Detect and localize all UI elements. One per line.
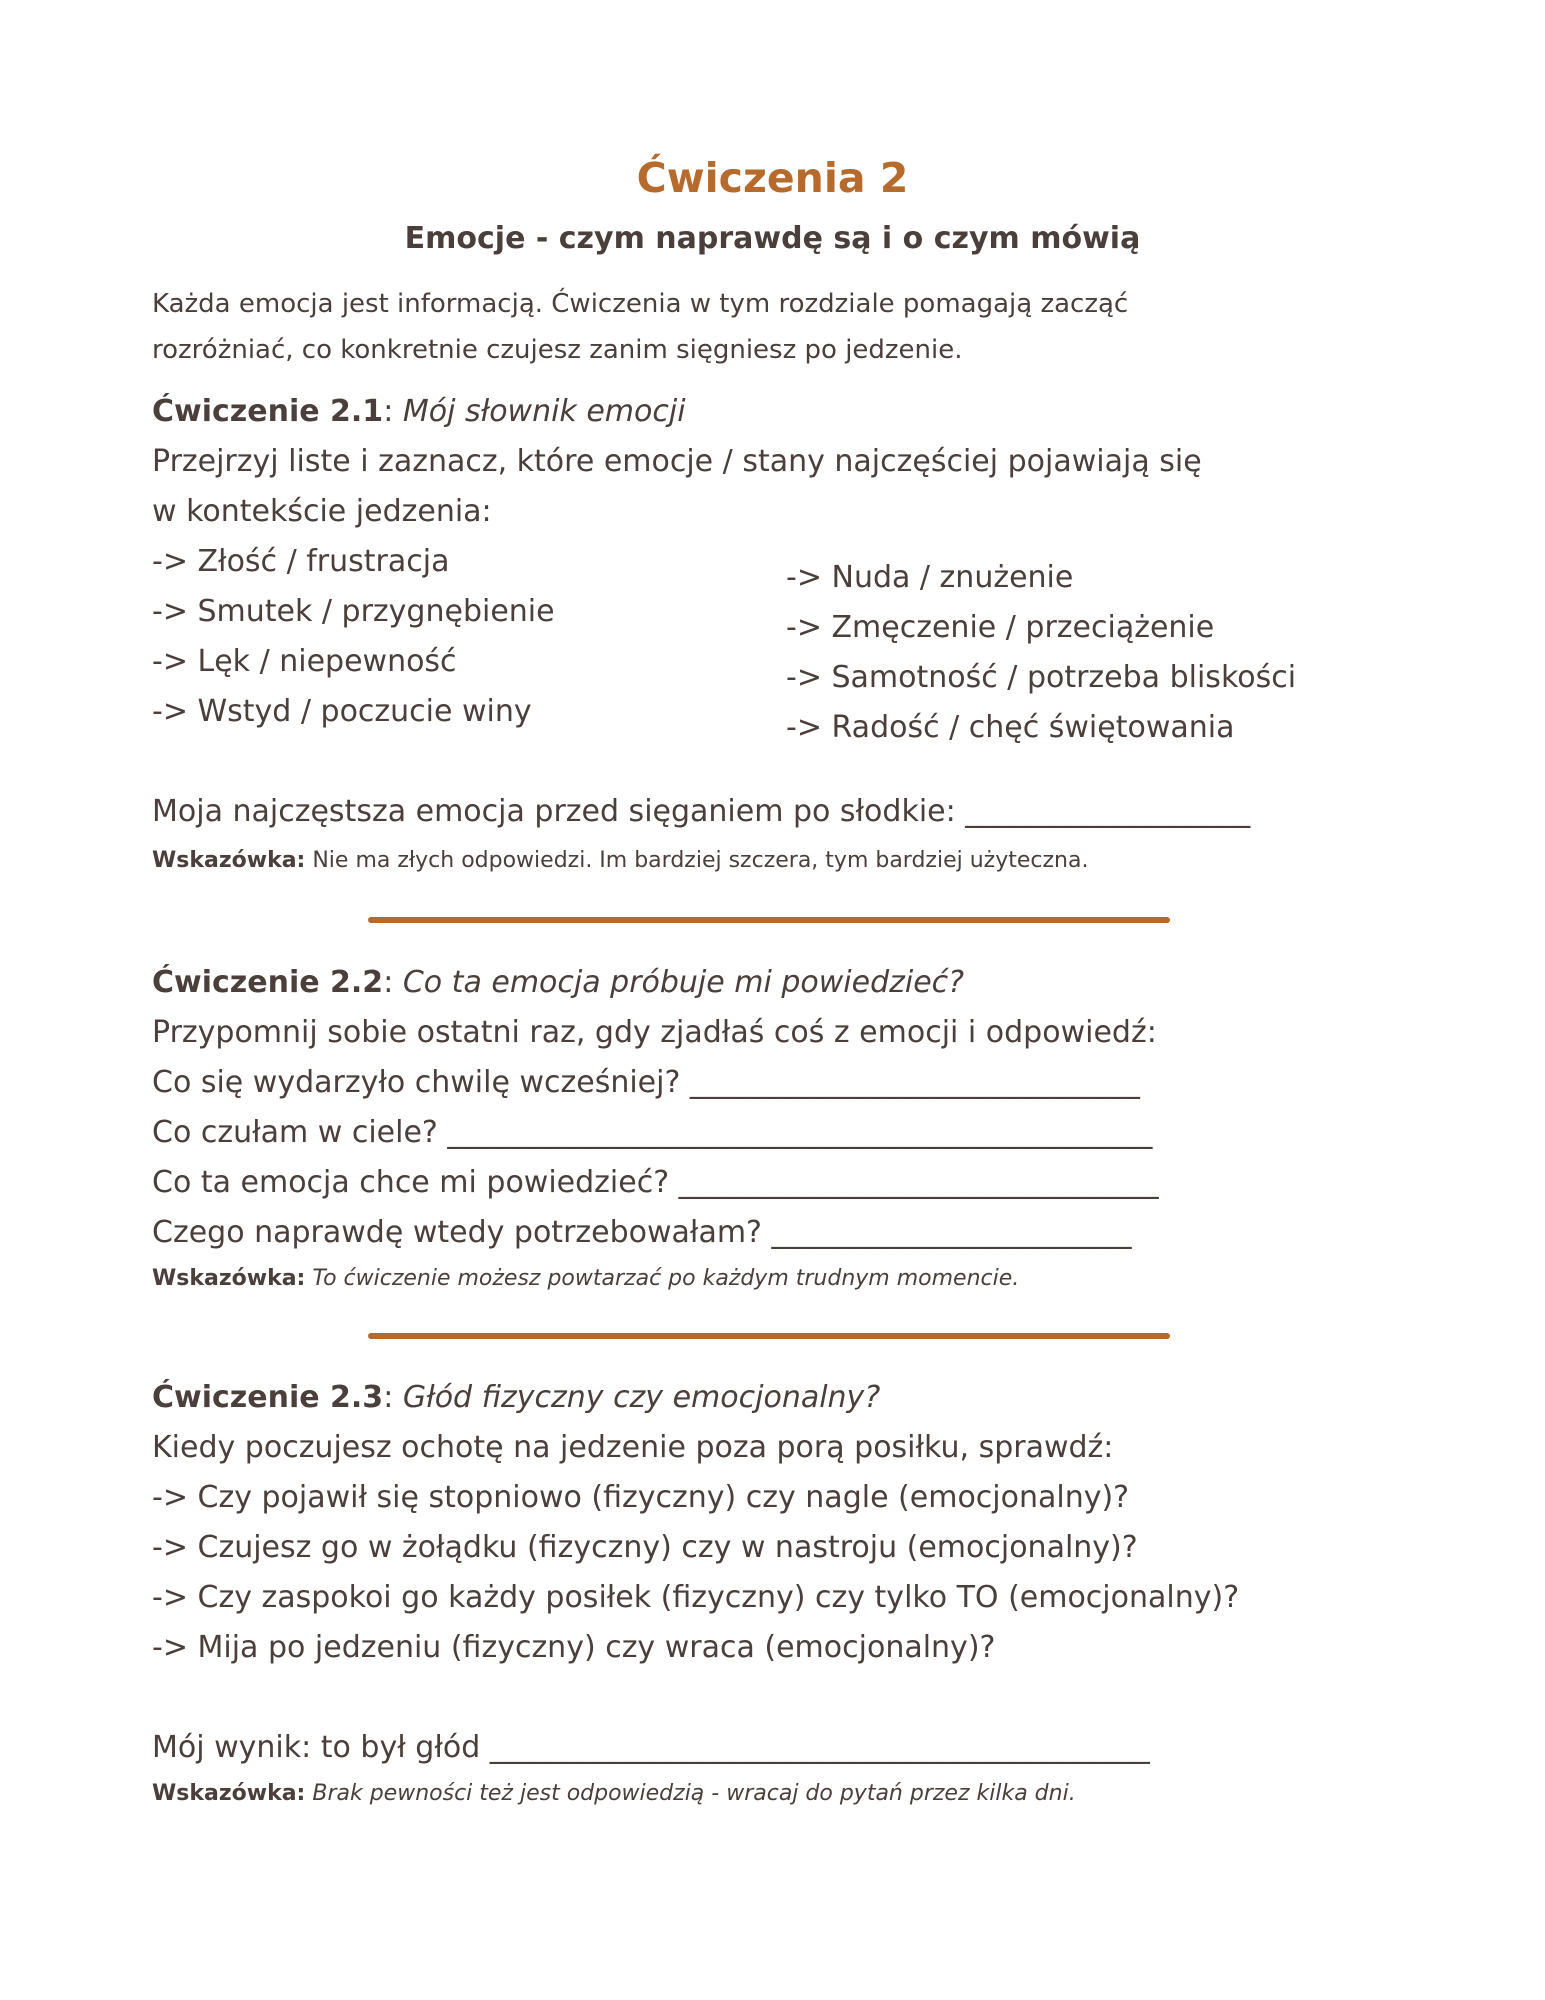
check-list-item: -> Czy pojawił się stopniowo (fizyczny) czy nagle (emocjonalny)?: [152, 1480, 1130, 1515]
exercise-name: Co ta emocja próbuje mi powiedzieć?: [402, 965, 965, 1000]
exercise-label: Ćwiczenie 2.3: [152, 1380, 384, 1415]
exercise-name: Mój słownik emocji: [402, 394, 686, 429]
hint-line: [152, 1778, 1076, 1810]
check-list-item: -> Czy zaspokoi go każdy posiłek (fizyczny) czy tylko TO (emocjonalny)?: [152, 1580, 1240, 1615]
hint-text: To ćwiczenie możesz powtarzać po każdym trudnym momencie.: [305, 1266, 1020, 1291]
exercise-separator: :: [383, 1380, 403, 1415]
question-line: Czego naprawdę wtedy potrzebowałam? ________________________: [152, 1215, 1132, 1250]
check-list-item: -> Mija po jedzeniu (fizyczny) czy wraca (emocjonalny)?: [152, 1630, 996, 1665]
emotion-list-item: -> Samotność / potrzeba bliskości: [786, 660, 1297, 695]
question-line: Co czułam w ciele? _______________________________________________: [152, 1115, 1153, 1150]
exercise-instruction: Przejrzyj liste i zaznacz, które emocje / stany najczęściej pojawiają się: [152, 444, 1202, 479]
exercise-line: Przypomnij sobie ostatni raz, gdy zjadłaś coś z emocji i odpowiedź:: [152, 1015, 1157, 1050]
question-line: Co ta emocja chce mi powiedzieć? ________________________________: [152, 1165, 1159, 1200]
intro-line: Każda emocja jest informacją. Ćwiczenia w tym rozdziale pomagają zacząć: [152, 289, 1129, 319]
hint-line: [152, 845, 1088, 877]
question-line: Co się wydarzyło chwilę wcześniej? ______________________________: [152, 1065, 1140, 1100]
emotion-list-item: -> Lęk / niepewność: [152, 644, 457, 679]
check-list-item: -> Czujesz go w żołądku (fizyczny) czy w nastroju (emocjonalny)?: [152, 1530, 1138, 1565]
hint-label: Wskazówka:: [152, 1781, 306, 1806]
hint-label: Wskazówka:: [152, 1266, 306, 1291]
answer-prompt: Moja najczęstsza emocja przed sięganiem po słodkie: ___________________: [152, 794, 1251, 829]
exercise-line: Kiedy poczujesz ochotę na jedzenie poza porą posiłku, sprawdź:: [152, 1430, 1114, 1465]
exercise-label: Ćwiczenie 2.1: [152, 394, 384, 429]
result-prompt: Mój wynik: to był głód ____________________________________________: [152, 1730, 1150, 1765]
emotion-list-item: -> Smutek / przygnębienie: [152, 594, 555, 629]
hint-text: Nie ma złych odpowiedzi. Im bardziej szczera, tym bardziej użyteczna.: [305, 848, 1089, 873]
emotion-list-item: -> Zmęczenie / przeciążenie: [786, 610, 1215, 645]
exercise-label: Ćwiczenie 2.2: [152, 965, 384, 1000]
section-divider: [368, 1333, 1170, 1339]
exercise-2-1-heading: [152, 387, 686, 437]
exercise-2-3-heading: [152, 1373, 880, 1423]
page-subtitle: Emocje - czym naprawdę są i o czym mówią: [404, 221, 1141, 256]
page-title: Ćwiczenia 2: [636, 154, 909, 202]
hint-label: Wskazówka:: [152, 848, 306, 873]
exercise-separator: :: [383, 394, 403, 429]
hint-line: [152, 1263, 1019, 1295]
emotion-list-item: -> Radość / chęć świętowania: [786, 710, 1235, 745]
emotion-list-item: -> Wstyd / poczucie winy: [152, 694, 532, 729]
exercise-2-2-heading: [152, 958, 964, 1008]
intro-line: rozróżniać, co konkretnie czujesz zanim sięgniesz po jedzenie.: [152, 335, 963, 365]
emotion-list-item: -> Nuda / znużenie: [786, 560, 1074, 595]
exercise-name: Głód fizyczny czy emocjonalny?: [402, 1380, 881, 1415]
emotion-list-item: -> Złość / frustracja: [152, 544, 450, 579]
hint-text: Brak pewności też jest odpowiedzią - wracaj do pytań przez kilka dni.: [305, 1781, 1076, 1806]
exercise-separator: :: [383, 965, 403, 1000]
exercise-instruction: w kontekście jedzenia:: [152, 494, 492, 529]
section-divider: [368, 917, 1170, 923]
